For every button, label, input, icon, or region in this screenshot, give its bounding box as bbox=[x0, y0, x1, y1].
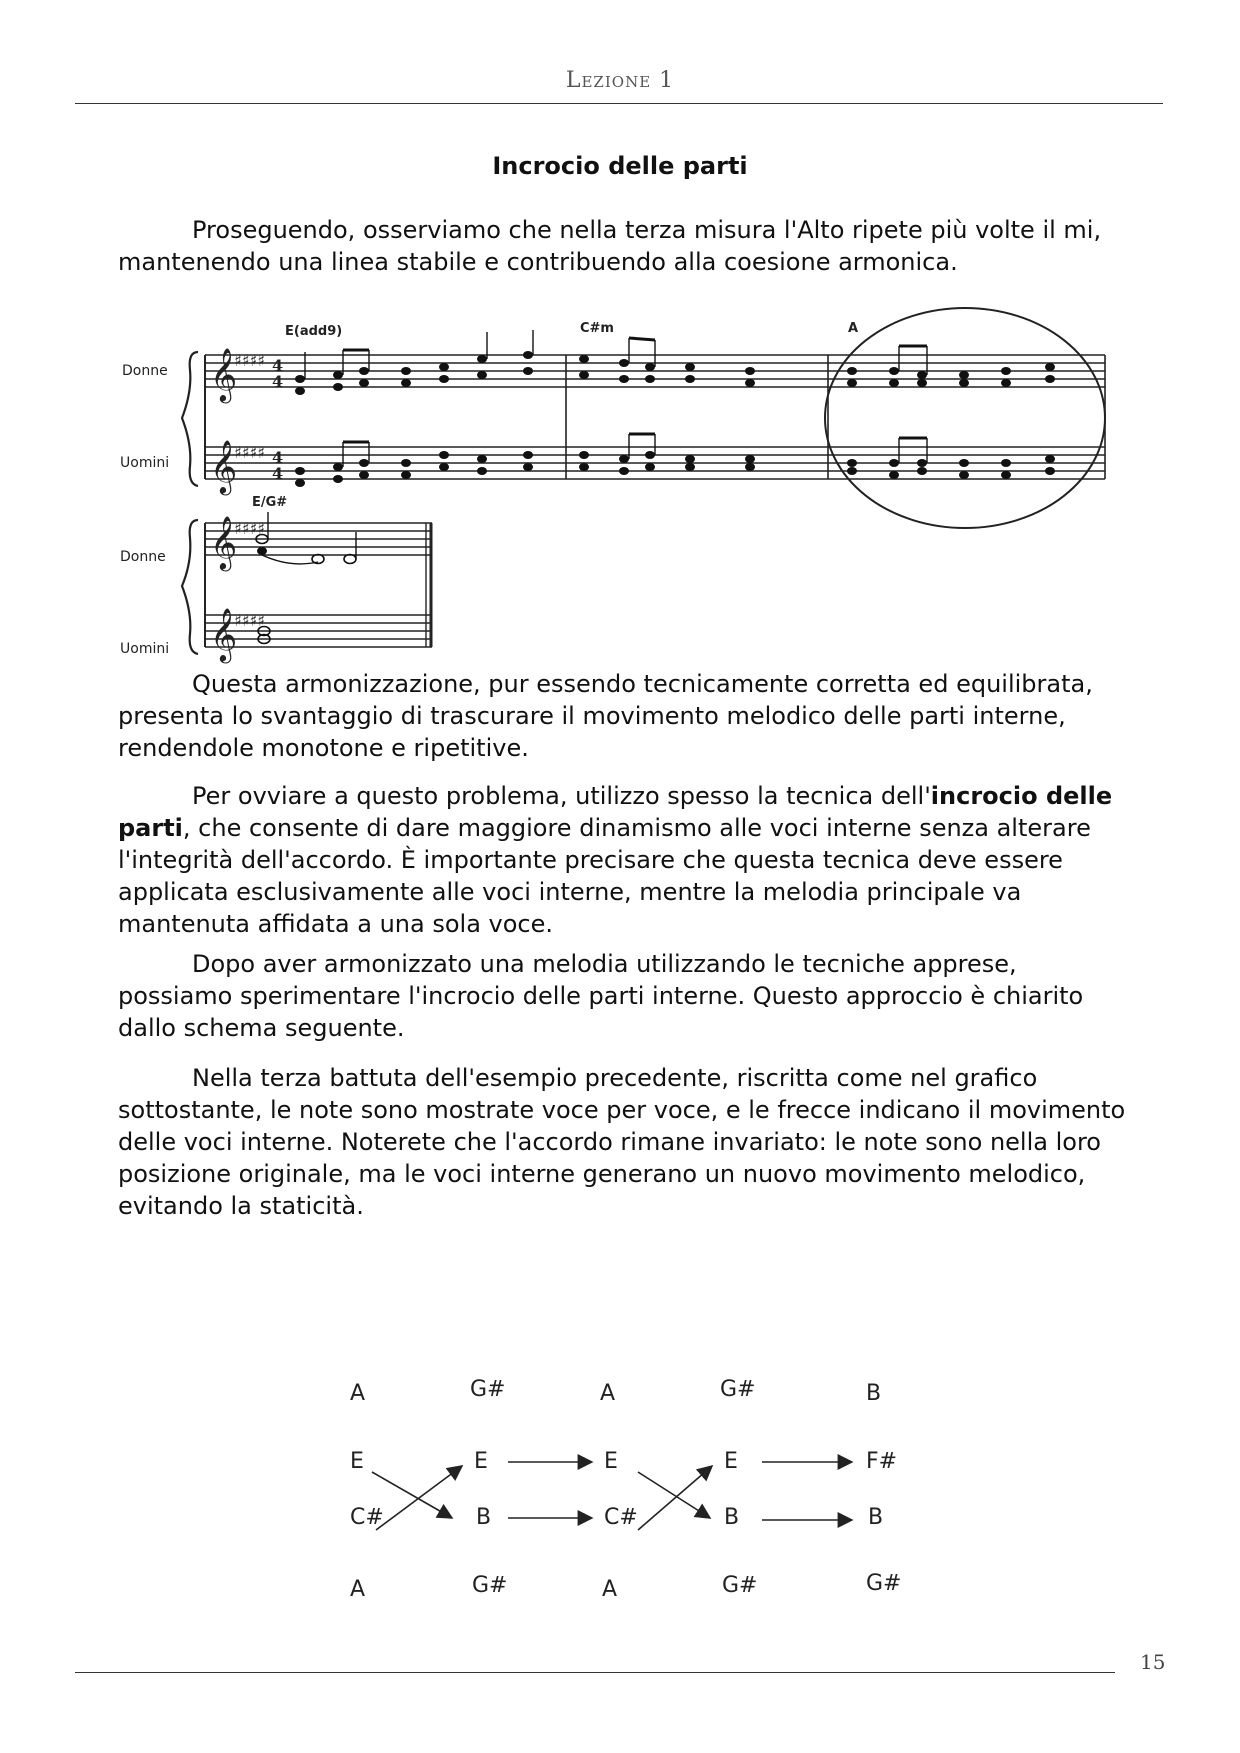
staff-label-uomini: Uomini bbox=[120, 455, 170, 471]
staff-label-donne: Donne bbox=[122, 363, 168, 379]
crossing-arrow bbox=[376, 1466, 462, 1530]
paragraph-3-bold: incrocio delle parti bbox=[118, 782, 1113, 842]
scheme-note: G# bbox=[866, 1571, 902, 1596]
scheme-note: B bbox=[476, 1505, 492, 1530]
svg-text:𝄞: 𝄞 bbox=[210, 439, 238, 493]
scheme-note: E bbox=[724, 1449, 738, 1474]
paragraph-4 bbox=[118, 948, 1128, 1044]
voice-crossing-scheme bbox=[300, 1370, 940, 1630]
scheme-note: B bbox=[724, 1505, 740, 1530]
chord-symbol: C#m bbox=[580, 321, 614, 336]
page-number: 15 bbox=[1140, 1650, 1166, 1674]
svg-text:4: 4 bbox=[272, 372, 284, 391]
music-score bbox=[110, 300, 1130, 710]
svg-text:♯♯♯♯: ♯♯♯♯ bbox=[234, 611, 265, 630]
svg-text:𝄞: 𝄞 bbox=[210, 515, 238, 569]
scheme-note: A bbox=[350, 1381, 366, 1406]
paragraph-3-text-pre: Per ovviare a questo problema, utilizzo spesso la tecnica dell' bbox=[192, 782, 931, 810]
scheme-note: B bbox=[866, 1381, 882, 1406]
scheme-note: G# bbox=[470, 1377, 506, 1402]
scheme-note: E bbox=[474, 1449, 488, 1474]
chord-symbol: A bbox=[848, 321, 859, 336]
section-title: Incrocio delle parti bbox=[492, 152, 748, 180]
paragraph-3-text-post: , che consente di dare maggiore dinamismo alle voci interne senza alterare l'integrità dell'accordo. È importante precisare che questa tecnica deve essere applicata esclusivamente alle voci interne, mentre la melodia principale va mantenuta affidata a una sola voce. bbox=[118, 814, 1091, 938]
chord-symbol: E(add9) bbox=[285, 324, 343, 339]
paragraph-1 bbox=[118, 214, 1128, 278]
scheme-note: A bbox=[600, 1381, 616, 1406]
svg-text:4: 4 bbox=[272, 448, 284, 467]
svg-text:♯♯♯♯: ♯♯♯♯ bbox=[234, 443, 265, 462]
paragraph-3 bbox=[118, 780, 1128, 940]
paragraph-1-text: Proseguendo, osserviamo che nella terza misura l'Alto ripete più volte il mi, mantenendo una linea stabile e contribuendo alla coesione armonica. bbox=[118, 216, 1102, 276]
scheme-note: E bbox=[350, 1449, 364, 1474]
svg-text:𝄞: 𝄞 bbox=[210, 347, 238, 401]
scheme-note: B bbox=[868, 1505, 884, 1530]
scheme-note: A bbox=[350, 1577, 366, 1602]
paragraph-2-text: Questa armonizzazione, pur essendo tecnicamente corretta ed equilibrata, presenta lo svantaggio di trascurare il movimento melodico delle parti interne, rendendole monotone e ripetitive. bbox=[118, 670, 1093, 762]
crossing-arrow bbox=[372, 1472, 452, 1518]
paragraph-5-text: Nella terza battuta dell'esempio precedente, riscritta come nel grafico sottostante, le note sono mostrate voce per voce, e le frecce indicano il movimento delle voci interne. Noterete che l'accordo rimane invariato: le note sono nella loro posizione originale, ma le voci interne generano un nuovo movimento melodico, evitando la staticità. bbox=[118, 1064, 1126, 1220]
scheme-note: C# bbox=[604, 1505, 638, 1530]
scheme-note: A bbox=[602, 1577, 618, 1602]
svg-text:4: 4 bbox=[272, 464, 284, 483]
paragraph-5 bbox=[118, 1062, 1128, 1222]
scheme-note: C# bbox=[350, 1505, 384, 1530]
scheme-note: E bbox=[604, 1449, 618, 1474]
header-rule bbox=[75, 103, 1163, 104]
staff-label-donne: Donne bbox=[120, 549, 166, 565]
crossing-arrow bbox=[638, 1466, 712, 1530]
svg-text:♯♯♯♯: ♯♯♯♯ bbox=[234, 351, 265, 370]
staff-label-uomini: Uomini bbox=[120, 641, 170, 657]
crossing-arrow bbox=[638, 1472, 710, 1518]
svg-text:♯♯♯♯: ♯♯♯♯ bbox=[234, 519, 265, 538]
scheme-note: G# bbox=[720, 1377, 756, 1402]
scheme-note: F# bbox=[866, 1449, 898, 1474]
svg-text:4: 4 bbox=[272, 356, 284, 375]
svg-text:𝄞: 𝄞 bbox=[210, 607, 238, 661]
chord-symbol: E/G# bbox=[252, 495, 288, 510]
scheme-note: G# bbox=[722, 1573, 758, 1598]
scheme-note: G# bbox=[472, 1573, 508, 1598]
paragraph-2 bbox=[118, 668, 1128, 764]
paragraph-4-text: Dopo aver armonizzato una melodia utilizzando le tecniche apprese, possiamo sperimentare l'incrocio delle parti interne. Questo approccio è chiarito dallo schema seguente. bbox=[118, 950, 1084, 1042]
footer-rule bbox=[75, 1672, 1115, 1673]
running-header: Lezione 1 bbox=[565, 68, 675, 93]
